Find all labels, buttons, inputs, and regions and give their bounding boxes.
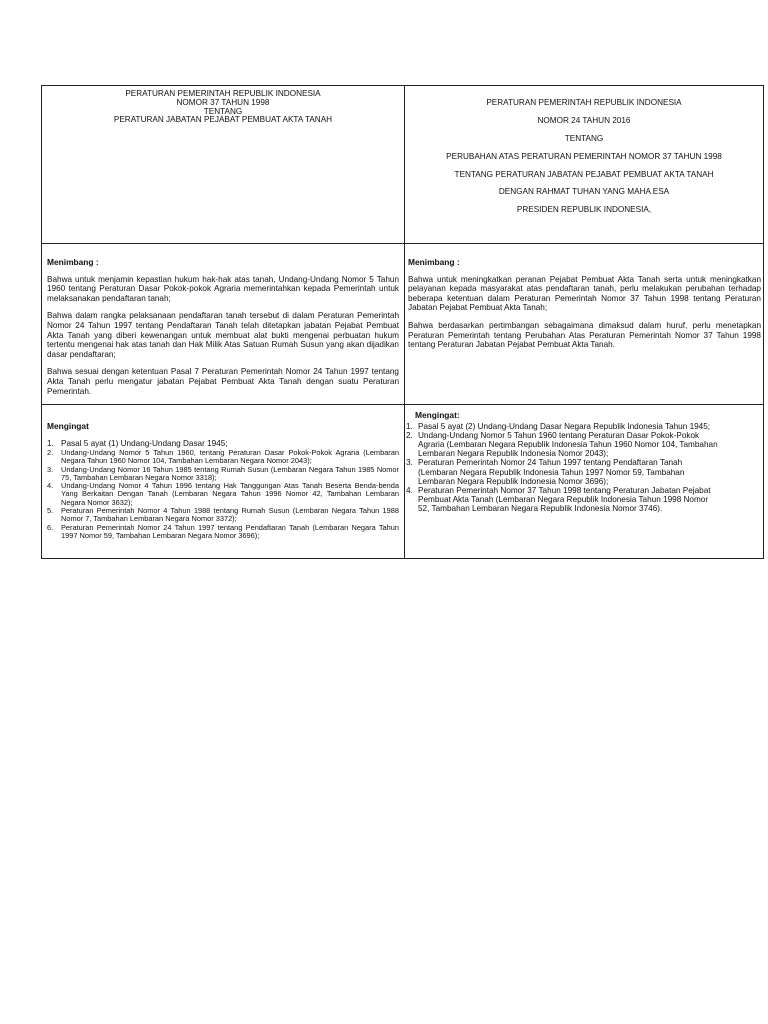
left-mengingat-heading: Mengingat bbox=[47, 421, 89, 431]
left-menimbang bbox=[47, 258, 399, 404]
left-mengingat-list bbox=[47, 439, 399, 541]
left-menimbang-heading: Menimbang : bbox=[47, 257, 99, 267]
right-header-line2: NOMOR 24 TAHUN 2016 bbox=[537, 115, 631, 125]
right-header bbox=[408, 98, 760, 223]
left-header-line4: PERATURAN JABATAN PEJABAT PEMBUAT AKTA TANAH bbox=[113, 115, 333, 125]
right-header-line7: PRESIDEN REPUBLIK INDONESIA, bbox=[516, 205, 652, 215]
right-menimbang bbox=[408, 258, 761, 358]
list-item: 1. Pasal 5 ayat (1) Undang-Undang Dasar 1945; bbox=[47, 438, 228, 448]
row-divider-1 bbox=[42, 243, 763, 244]
left-menimbang-paragraph-3: Bahwa sesuai dengan ketentuan Pasal 7 Peraturan Pemerintah Nomor 24 Tahun 1997 tentang Akta Tanah perlu mengatur jabatan Pejabat Pembuat Akta Tanah dengan suatu Peraturan Pemerintah. bbox=[47, 367, 399, 396]
list-item: 4. Undang-Undang Nomor 4 Tahun 1996 tentang Hak Tanggungan Atas Tanah Beserta Benda-benda Yang Berkaitan Dengan Tanah (Lembaran Negara Tahun 1996 Nomor 42, Tambahan Lembaran Negara Nomor 3632); bbox=[47, 481, 399, 507]
left-menimbang-paragraph-1: Bahwa untuk menjamin kepastian hukum hak-hak atas tanah, Undang-Undang Nomor 5 Tahun 1960 tentang Peraturan Dasar Pokok-pokok Agraria memerintahkan kepada Pemerintah untuk melaksanakan pendaftaran tanah; bbox=[47, 274, 399, 303]
right-mengingat-list bbox=[406, 422, 718, 514]
list-item: 5. Peraturan Pemerintah Nomor 4 Tahun 1988 tentang Rumah Susun (Lembaran Negara Tahun 1988 Nomor 7, Tambahan Lembaran Negara Nomor 3372); bbox=[47, 506, 399, 524]
right-header-line4: PERUBAHAN ATAS PERATURAN PEMERINTAH NOMOR 37 TAHUN 1998 bbox=[446, 151, 722, 161]
list-item: 2. Undang-Undang Nomor 5 Tahun 1960, tentang Peraturan Dasar Pokok-Pokok Agraria (Lembaran Negara Tahun 1960 Nomor 104, Tambahan Lembaran Negara Nomor 2043); bbox=[47, 448, 399, 466]
right-header-line5: TENTANG PERATURAN JABATAN PEJABAT PEMBUAT AKTA TANAH bbox=[454, 169, 714, 179]
comparison-table bbox=[41, 85, 764, 559]
list-item: 3. Undang-Undang Nomor 16 Tahun 1985 tentang Rumah Susun (Lembaran Negara Tahun 1985 Nomor 75, Tambahan Lembaran Negara Nomor 3318); bbox=[47, 464, 399, 482]
left-header-line3: TENTANG bbox=[203, 106, 243, 116]
right-header-line3: TENTANG bbox=[564, 133, 604, 143]
left-header-line2: NOMOR 37 TAHUN 1998 bbox=[176, 97, 270, 107]
list-item: 2. Undang-Undang Nomor 5 Tahun 1960 tentang Peraturan Dasar Pokok-Pokok Agraria (Lembaran Negara Republik Indonesia Tahun 1960 Nomor 104, Tambahan Lembaran Negara Republik Indonesia Nomor 2043); bbox=[406, 430, 718, 459]
right-menimbang-paragraph-2: Bahwa berdasarkan pertimbangan sebagaimana dimaksud dalam huruf, perlu menetapkan Peraturan Pemerintah tentang Perubahan Atas Peraturan Pemerintah Nomor 37 Tahun 1998 tentang Peraturan Jabatan Pejabat Pembuat Akta Tanah. bbox=[408, 320, 761, 350]
left-menimbang-paragraph-2: Bahwa dalam rangka pelaksanaan pendaftaran tanah tersebut di dalam Peraturan Pemerintah Nomor 24 Tahun 1997 tentang Pendaftaran Tanah telah ditetapkan jabatan Pejabat Pembuat Akta Tanah yang diberi kewenangan untuk membuat alat bukti mengenai perbuatan hukum tertentu mengenai hak atas tanah dan Hak Milik Atas Satuan Rumah Susun yang akan dijadikan dasar pendaftaran; bbox=[47, 311, 399, 359]
left-header bbox=[46, 90, 400, 125]
right-menimbang-heading: Menimbang : bbox=[408, 257, 460, 267]
column-divider bbox=[404, 86, 405, 558]
list-item: 3. Peraturan Pemerintah Nomor 24 Tahun 1997 tentang Pendaftaran Tanah (Lembaran Negara Republik Indonesia Tahun 1997 Nomor 59, Tambahan Lembaran Negara Republik Indonesia Nomor 3696); bbox=[406, 458, 685, 486]
left-header-line1: PERATURAN PEMERINTAH REPUBLIK INDONESIA bbox=[125, 89, 321, 98]
left-mengingat bbox=[47, 422, 399, 540]
right-menimbang-paragraph-1: Bahwa untuk meningkatkan peranan Pejabat Pembuat Akta Tanah serta untuk meningkatkan pelayanan kepada masyarakat atas pendaftaran tanah, perlu melakukan perubahan terhadap beberapa ketentuan dalam Peraturan Pemerintah Nomor 37 Tahun 1998 tentang Peraturan Jabatan Pejabat Pembuat Akta Tanah; bbox=[408, 274, 761, 313]
list-item: 1. Pasal 5 ayat (2) Undang-Undang Dasar Negara Republik Indonesia Tahun 1945; bbox=[406, 421, 711, 431]
right-header-line6: DENGAN RAHMAT TUHAN YANG MAHA ESA bbox=[498, 187, 670, 197]
right-mengingat bbox=[406, 411, 718, 514]
right-mengingat-heading: Mengingat: bbox=[415, 410, 460, 420]
list-item: 4. Peraturan Pemerintah Nomor 37 Tahun 1998 tentang Peraturan Jabatan Pejabat Pembuat Akta Tanah (Lembaran Negara Republik Indonesia Tahun 1998 Nomor 52, Tambahan Lembaran Negara Republik Indonesia Nomor 3746). bbox=[406, 486, 711, 514]
right-header-line1: PERATURAN PEMERINTAH REPUBLIK INDONESIA bbox=[486, 98, 682, 107]
list-item: 6. Peraturan Pemerintah Nomor 24 Tahun 1997 tentang Pendaftaran Tanah (Lembaran Negara Tahun 1997 Nomor 59, Tambahan Lembaran Negara Nomor 3696); bbox=[47, 522, 399, 540]
row-divider-2 bbox=[42, 404, 763, 405]
